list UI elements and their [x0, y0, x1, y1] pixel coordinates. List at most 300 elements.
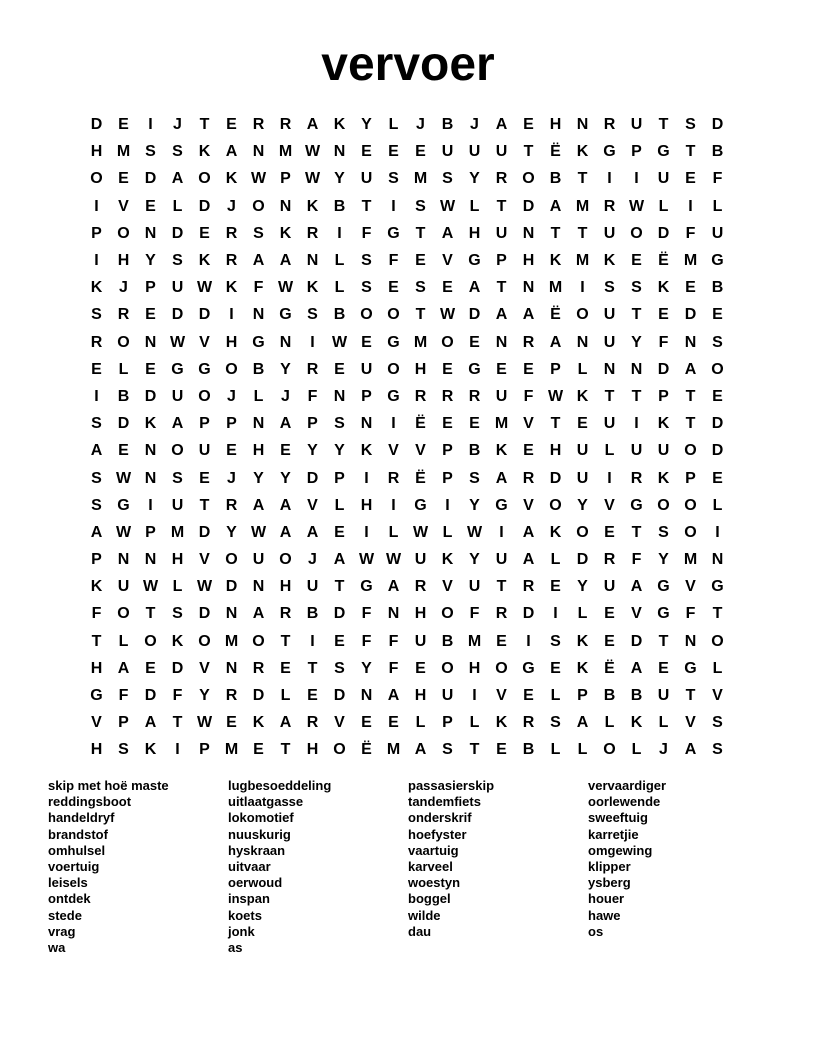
grid-cell[interactable]: A: [252, 605, 265, 623]
grid-cell[interactable]: E: [145, 360, 156, 378]
grid-cell[interactable]: D: [549, 469, 562, 487]
grid-cell[interactable]: G: [117, 496, 130, 514]
grid-cell[interactable]: K: [657, 469, 670, 487]
grid-cell[interactable]: J: [470, 116, 479, 134]
grid-cell[interactable]: V: [199, 333, 210, 351]
grid-cell[interactable]: U: [576, 469, 589, 487]
grid-cell[interactable]: P: [226, 415, 237, 433]
grid-cell[interactable]: O: [90, 170, 103, 188]
grid-cell[interactable]: L: [604, 442, 615, 460]
grid-cell[interactable]: L: [118, 360, 129, 378]
grid-cell[interactable]: S: [118, 741, 129, 759]
grid-cell[interactable]: H: [549, 116, 562, 134]
grid-cell[interactable]: L: [469, 197, 480, 215]
grid-cell[interactable]: M: [494, 415, 509, 433]
grid-cell[interactable]: R: [522, 469, 535, 487]
grid-cell[interactable]: A: [414, 741, 427, 759]
grid-cell[interactable]: V: [307, 496, 318, 514]
grid-cell[interactable]: R: [225, 224, 238, 242]
grid-cell[interactable]: L: [712, 659, 723, 677]
grid-cell[interactable]: A: [549, 197, 562, 215]
grid-cell[interactable]: I: [229, 306, 234, 324]
grid-cell[interactable]: D: [522, 197, 535, 215]
grid-cell[interactable]: A: [522, 551, 535, 569]
grid-cell[interactable]: S: [253, 224, 264, 242]
grid-cell[interactable]: K: [306, 279, 319, 297]
grid-cell[interactable]: O: [684, 442, 697, 460]
grid-cell[interactable]: O: [441, 605, 454, 623]
grid-cell[interactable]: P: [199, 741, 210, 759]
grid-cell[interactable]: F: [388, 252, 399, 270]
grid-cell[interactable]: A: [630, 578, 643, 596]
grid-cell[interactable]: M: [683, 551, 698, 569]
grid-cell[interactable]: S: [550, 714, 561, 732]
grid-cell[interactable]: H: [90, 659, 103, 677]
grid-cell[interactable]: T: [685, 143, 696, 161]
grid-cell[interactable]: D: [657, 360, 670, 378]
grid-cell[interactable]: U: [414, 632, 427, 650]
grid-cell[interactable]: U: [630, 442, 643, 460]
grid-cell[interactable]: T: [604, 387, 615, 405]
grid-cell[interactable]: N: [279, 333, 292, 351]
grid-cell[interactable]: W: [250, 523, 267, 541]
grid-cell[interactable]: E: [631, 252, 642, 270]
grid-cell[interactable]: F: [631, 551, 642, 569]
grid-cell[interactable]: U: [603, 224, 616, 242]
grid-cell[interactable]: B: [468, 442, 481, 460]
grid-cell[interactable]: N: [576, 116, 589, 134]
grid-cell[interactable]: Ë: [415, 415, 426, 433]
grid-cell[interactable]: I: [391, 496, 396, 514]
grid-cell[interactable]: K: [252, 714, 265, 732]
grid-cell[interactable]: W: [439, 306, 456, 324]
grid-cell[interactable]: W: [196, 578, 213, 596]
grid-cell[interactable]: W: [439, 197, 456, 215]
grid-cell[interactable]: U: [657, 442, 670, 460]
grid-cell[interactable]: J: [173, 116, 182, 134]
grid-cell[interactable]: W: [358, 551, 375, 569]
grid-cell[interactable]: L: [550, 687, 561, 705]
grid-cell[interactable]: B: [441, 632, 454, 650]
grid-cell[interactable]: N: [603, 360, 616, 378]
grid-cell[interactable]: G: [414, 496, 427, 514]
grid-cell[interactable]: E: [226, 714, 237, 732]
grid-cell[interactable]: E: [712, 469, 723, 487]
grid-cell[interactable]: N: [360, 415, 373, 433]
grid-cell[interactable]: U: [414, 551, 427, 569]
grid-cell[interactable]: R: [603, 116, 616, 134]
grid-cell[interactable]: Y: [577, 578, 588, 596]
grid-cell[interactable]: B: [333, 197, 346, 215]
grid-cell[interactable]: D: [333, 687, 346, 705]
grid-cell[interactable]: M: [224, 741, 239, 759]
grid-cell[interactable]: A: [279, 496, 292, 514]
grid-cell[interactable]: R: [306, 714, 319, 732]
grid-cell[interactable]: F: [388, 632, 399, 650]
grid-cell[interactable]: H: [90, 741, 103, 759]
grid-cell[interactable]: K: [549, 523, 562, 541]
grid-cell[interactable]: E: [361, 333, 372, 351]
grid-cell[interactable]: O: [495, 659, 508, 677]
grid-cell[interactable]: L: [334, 496, 345, 514]
grid-cell[interactable]: E: [496, 741, 507, 759]
grid-cell[interactable]: A: [495, 469, 508, 487]
grid-cell[interactable]: F: [469, 605, 480, 623]
grid-cell[interactable]: W: [304, 143, 321, 161]
grid-cell[interactable]: D: [333, 605, 346, 623]
grid-cell[interactable]: E: [550, 659, 561, 677]
grid-cell[interactable]: O: [252, 632, 265, 650]
grid-cell[interactable]: I: [310, 632, 315, 650]
grid-cell[interactable]: R: [279, 116, 292, 134]
grid-cell[interactable]: H: [468, 224, 481, 242]
grid-cell[interactable]: N: [279, 197, 292, 215]
grid-cell[interactable]: G: [630, 496, 643, 514]
grid-cell[interactable]: F: [685, 605, 696, 623]
grid-cell[interactable]: H: [522, 252, 535, 270]
grid-cell[interactable]: A: [684, 360, 697, 378]
grid-cell[interactable]: D: [198, 605, 211, 623]
grid-cell[interactable]: R: [603, 197, 616, 215]
grid-cell[interactable]: O: [198, 170, 211, 188]
grid-cell[interactable]: B: [117, 387, 130, 405]
grid-cell[interactable]: G: [657, 143, 670, 161]
grid-cell[interactable]: Y: [361, 659, 372, 677]
grid-cell[interactable]: H: [414, 687, 427, 705]
grid-cell[interactable]: T: [685, 387, 696, 405]
grid-cell[interactable]: V: [118, 197, 129, 215]
grid-cell[interactable]: Ë: [361, 741, 372, 759]
grid-cell[interactable]: T: [577, 224, 588, 242]
grid-cell[interactable]: E: [496, 632, 507, 650]
grid-cell[interactable]: D: [144, 387, 157, 405]
grid-cell[interactable]: U: [171, 496, 184, 514]
grid-cell[interactable]: E: [118, 442, 129, 460]
grid-cell[interactable]: V: [523, 415, 534, 433]
grid-cell[interactable]: P: [442, 469, 453, 487]
grid-cell[interactable]: E: [334, 360, 345, 378]
grid-cell[interactable]: W: [115, 469, 132, 487]
grid-cell[interactable]: H: [306, 741, 319, 759]
grid-cell[interactable]: I: [337, 224, 342, 242]
grid-cell[interactable]: P: [307, 415, 318, 433]
grid-cell[interactable]: H: [225, 333, 238, 351]
grid-cell[interactable]: I: [499, 523, 504, 541]
grid-cell[interactable]: D: [711, 442, 724, 460]
grid-cell[interactable]: S: [145, 143, 156, 161]
grid-cell[interactable]: U: [495, 224, 508, 242]
grid-cell[interactable]: O: [549, 496, 562, 514]
grid-cell[interactable]: W: [169, 333, 186, 351]
grid-cell[interactable]: R: [225, 496, 238, 514]
grid-cell[interactable]: G: [360, 578, 373, 596]
grid-cell[interactable]: E: [442, 360, 453, 378]
grid-cell[interactable]: E: [685, 170, 696, 188]
grid-cell[interactable]: I: [94, 387, 99, 405]
grid-cell[interactable]: Y: [469, 551, 480, 569]
grid-cell[interactable]: B: [549, 170, 562, 188]
grid-cell[interactable]: S: [631, 279, 642, 297]
grid-cell[interactable]: A: [144, 714, 157, 732]
grid-cell[interactable]: N: [306, 252, 319, 270]
grid-cell[interactable]: A: [90, 523, 103, 541]
grid-cell[interactable]: Y: [280, 469, 291, 487]
grid-cell[interactable]: A: [90, 442, 103, 460]
grid-cell[interactable]: K: [576, 387, 589, 405]
grid-cell[interactable]: D: [198, 197, 211, 215]
grid-cell[interactable]: Y: [334, 170, 345, 188]
grid-cell[interactable]: R: [441, 387, 454, 405]
grid-cell[interactable]: J: [227, 197, 236, 215]
grid-cell[interactable]: H: [117, 252, 130, 270]
grid-cell[interactable]: E: [415, 143, 426, 161]
grid-cell[interactable]: P: [334, 469, 345, 487]
grid-cell[interactable]: N: [252, 415, 265, 433]
grid-cell[interactable]: R: [495, 605, 508, 623]
grid-cell[interactable]: O: [198, 632, 211, 650]
grid-cell[interactable]: W: [277, 279, 294, 297]
grid-cell[interactable]: O: [576, 306, 589, 324]
grid-cell[interactable]: L: [712, 197, 723, 215]
grid-cell[interactable]: T: [145, 605, 156, 623]
grid-cell[interactable]: V: [91, 714, 102, 732]
grid-cell[interactable]: S: [172, 252, 183, 270]
grid-cell[interactable]: Ë: [550, 143, 561, 161]
grid-cell[interactable]: W: [628, 197, 645, 215]
grid-cell[interactable]: L: [550, 551, 561, 569]
grid-cell[interactable]: N: [144, 551, 157, 569]
grid-cell[interactable]: K: [144, 741, 157, 759]
grid-cell[interactable]: F: [361, 224, 372, 242]
grid-cell[interactable]: D: [657, 224, 670, 242]
grid-cell[interactable]: K: [603, 252, 616, 270]
grid-cell[interactable]: R: [252, 659, 265, 677]
grid-cell[interactable]: O: [441, 659, 454, 677]
grid-cell[interactable]: R: [306, 360, 319, 378]
grid-cell[interactable]: R: [306, 224, 319, 242]
grid-cell[interactable]: U: [441, 687, 454, 705]
grid-cell[interactable]: L: [388, 523, 399, 541]
grid-cell[interactable]: K: [657, 279, 670, 297]
grid-cell[interactable]: E: [361, 714, 372, 732]
grid-cell[interactable]: W: [331, 333, 348, 351]
grid-cell[interactable]: D: [711, 415, 724, 433]
grid-cell[interactable]: K: [495, 714, 508, 732]
grid-cell[interactable]: T: [496, 279, 507, 297]
grid-cell[interactable]: E: [658, 659, 669, 677]
grid-cell[interactable]: M: [386, 741, 401, 759]
grid-cell[interactable]: T: [91, 632, 102, 650]
grid-cell[interactable]: L: [577, 605, 588, 623]
grid-cell[interactable]: M: [575, 197, 590, 215]
grid-cell[interactable]: I: [634, 170, 639, 188]
grid-cell[interactable]: E: [388, 279, 399, 297]
grid-cell[interactable]: F: [388, 659, 399, 677]
grid-cell[interactable]: O: [333, 741, 346, 759]
grid-cell[interactable]: K: [495, 442, 508, 460]
grid-cell[interactable]: Ë: [604, 659, 615, 677]
grid-cell[interactable]: M: [170, 523, 185, 541]
grid-cell[interactable]: T: [307, 659, 318, 677]
grid-cell[interactable]: E: [280, 442, 291, 460]
grid-cell[interactable]: R: [252, 116, 265, 134]
grid-cell[interactable]: K: [198, 143, 211, 161]
grid-cell[interactable]: E: [361, 143, 372, 161]
grid-cell[interactable]: I: [364, 469, 369, 487]
grid-cell[interactable]: V: [199, 659, 210, 677]
grid-cell[interactable]: Y: [253, 469, 264, 487]
grid-cell[interactable]: T: [361, 197, 372, 215]
grid-cell[interactable]: T: [496, 578, 507, 596]
grid-cell[interactable]: B: [333, 306, 346, 324]
grid-cell[interactable]: W: [142, 578, 159, 596]
grid-cell[interactable]: S: [442, 741, 453, 759]
grid-cell[interactable]: O: [387, 306, 400, 324]
grid-cell[interactable]: I: [607, 469, 612, 487]
grid-cell[interactable]: F: [118, 687, 129, 705]
grid-cell[interactable]: A: [171, 415, 184, 433]
grid-cell[interactable]: I: [391, 197, 396, 215]
grid-cell[interactable]: K: [171, 632, 184, 650]
grid-cell[interactable]: K: [630, 714, 643, 732]
grid-cell[interactable]: T: [631, 387, 642, 405]
grid-cell[interactable]: H: [414, 605, 427, 623]
grid-cell[interactable]: D: [468, 306, 481, 324]
grid-cell[interactable]: P: [118, 714, 129, 732]
grid-cell[interactable]: N: [225, 659, 238, 677]
grid-cell[interactable]: I: [148, 496, 153, 514]
grid-cell[interactable]: E: [145, 659, 156, 677]
grid-cell[interactable]: R: [414, 387, 427, 405]
grid-cell[interactable]: G: [657, 578, 670, 596]
grid-cell[interactable]: O: [684, 523, 697, 541]
grid-cell[interactable]: A: [306, 116, 319, 134]
grid-cell[interactable]: A: [549, 333, 562, 351]
grid-cell[interactable]: A: [279, 523, 292, 541]
grid-cell[interactable]: A: [252, 252, 265, 270]
grid-cell[interactable]: T: [280, 741, 291, 759]
grid-cell[interactable]: B: [522, 741, 535, 759]
grid-cell[interactable]: K: [360, 442, 373, 460]
grid-cell[interactable]: N: [387, 605, 400, 623]
grid-cell[interactable]: L: [469, 714, 480, 732]
grid-cell[interactable]: N: [711, 551, 724, 569]
grid-cell[interactable]: L: [118, 632, 129, 650]
grid-cell[interactable]: N: [144, 469, 157, 487]
grid-cell[interactable]: Y: [361, 116, 372, 134]
grid-cell[interactable]: Y: [577, 496, 588, 514]
grid-cell[interactable]: P: [442, 442, 453, 460]
grid-cell[interactable]: U: [711, 224, 724, 242]
grid-cell[interactable]: D: [684, 306, 697, 324]
grid-cell[interactable]: N: [630, 360, 643, 378]
grid-cell[interactable]: I: [688, 197, 693, 215]
grid-cell[interactable]: G: [522, 659, 535, 677]
grid-cell[interactable]: T: [199, 496, 210, 514]
grid-cell[interactable]: K: [333, 116, 346, 134]
grid-cell[interactable]: V: [712, 687, 723, 705]
grid-cell[interactable]: G: [711, 578, 724, 596]
grid-cell[interactable]: V: [685, 714, 696, 732]
grid-cell[interactable]: E: [604, 605, 615, 623]
grid-cell[interactable]: U: [117, 578, 130, 596]
grid-cell[interactable]: E: [469, 333, 480, 351]
grid-cell[interactable]: E: [712, 387, 723, 405]
grid-cell[interactable]: G: [279, 306, 292, 324]
grid-cell[interactable]: O: [171, 442, 184, 460]
grid-cell[interactable]: A: [333, 551, 346, 569]
grid-cell[interactable]: R: [522, 333, 535, 351]
grid-cell[interactable]: D: [144, 170, 157, 188]
grid-cell[interactable]: O: [576, 523, 589, 541]
grid-cell[interactable]: B: [306, 605, 319, 623]
grid-cell[interactable]: L: [388, 116, 399, 134]
grid-cell[interactable]: U: [603, 578, 616, 596]
grid-cell[interactable]: G: [387, 333, 400, 351]
grid-cell[interactable]: E: [145, 306, 156, 324]
grid-cell[interactable]: A: [684, 741, 697, 759]
grid-cell[interactable]: D: [711, 116, 724, 134]
grid-cell[interactable]: L: [604, 714, 615, 732]
grid-cell[interactable]: V: [523, 496, 534, 514]
grid-cell[interactable]: L: [631, 741, 642, 759]
grid-cell[interactable]: A: [171, 170, 184, 188]
grid-cell[interactable]: O: [252, 197, 265, 215]
grid-cell[interactable]: T: [685, 415, 696, 433]
grid-cell[interactable]: E: [91, 360, 102, 378]
grid-cell[interactable]: P: [280, 170, 291, 188]
grid-cell[interactable]: I: [310, 333, 315, 351]
grid-cell[interactable]: R: [522, 578, 535, 596]
grid-cell[interactable]: V: [631, 605, 642, 623]
grid-cell[interactable]: P: [631, 143, 642, 161]
grid-cell[interactable]: B: [630, 687, 643, 705]
grid-cell[interactable]: T: [577, 170, 588, 188]
grid-cell[interactable]: A: [279, 252, 292, 270]
grid-cell[interactable]: Y: [307, 442, 318, 460]
grid-cell[interactable]: K: [441, 551, 454, 569]
grid-cell[interactable]: O: [225, 360, 238, 378]
grid-cell[interactable]: P: [685, 469, 696, 487]
grid-cell[interactable]: R: [387, 469, 400, 487]
grid-cell[interactable]: E: [442, 415, 453, 433]
grid-cell[interactable]: V: [334, 714, 345, 732]
grid-cell[interactable]: A: [117, 659, 130, 677]
grid-cell[interactable]: R: [603, 551, 616, 569]
grid-cell[interactable]: W: [250, 170, 267, 188]
grid-cell[interactable]: G: [171, 360, 184, 378]
grid-cell[interactable]: W: [196, 279, 213, 297]
grid-cell[interactable]: R: [117, 306, 130, 324]
grid-cell[interactable]: K: [90, 279, 103, 297]
grid-cell[interactable]: J: [659, 741, 668, 759]
grid-cell[interactable]: P: [145, 523, 156, 541]
grid-cell[interactable]: V: [199, 551, 210, 569]
grid-cell[interactable]: W: [547, 387, 564, 405]
grid-cell[interactable]: U: [252, 551, 265, 569]
grid-cell[interactable]: Y: [199, 687, 210, 705]
grid-cell[interactable]: S: [172, 605, 183, 623]
grid-cell[interactable]: F: [361, 632, 372, 650]
grid-cell[interactable]: I: [364, 523, 369, 541]
grid-cell[interactable]: U: [441, 143, 454, 161]
grid-cell[interactable]: R: [414, 578, 427, 596]
grid-cell[interactable]: A: [279, 415, 292, 433]
grid-cell[interactable]: P: [145, 279, 156, 297]
grid-cell[interactable]: H: [414, 360, 427, 378]
grid-cell[interactable]: U: [171, 387, 184, 405]
grid-cell[interactable]: Y: [280, 360, 291, 378]
